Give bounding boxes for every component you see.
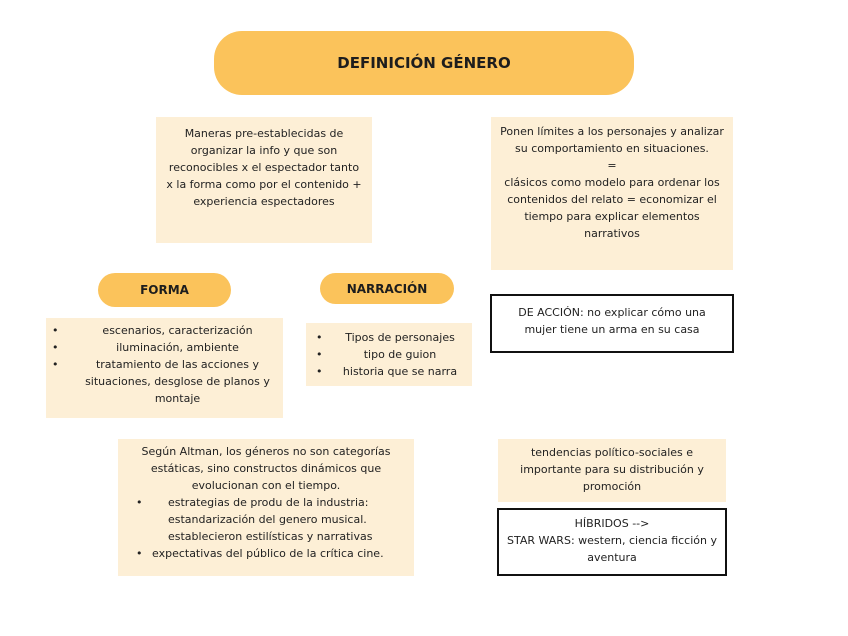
bullet-icon: • (52, 358, 59, 371)
forma-item-text: tratamiento de las acciones y situaciones, desglose de planos y montaje (85, 358, 270, 405)
narracion-item-text: historia que se narra (342, 365, 458, 378)
list-item (52, 322, 277, 339)
list-item (312, 346, 466, 363)
forma-pill (98, 273, 231, 307)
list-item (126, 545, 406, 562)
narracion-list-box (306, 323, 472, 386)
list-item (312, 329, 466, 346)
bullet-icon: • (316, 331, 323, 344)
hibridos-box (497, 508, 727, 576)
definition-left-box (156, 117, 372, 243)
bullet-icon: • (52, 324, 59, 337)
definition-right-line3: clásicos como modelo para ordenar los contenidos del relato = economizar el tiempo para explicar elementos narrativos (504, 176, 720, 240)
altman-item-text: expectativas del público de la crítica cine. (152, 547, 384, 560)
narracion-pill (320, 273, 454, 304)
hibridos-line2: STAR WARS: western, ciencia ficción y aventura (507, 534, 717, 564)
altman-list (126, 494, 406, 562)
hibridos-line1: HÍBRIDOS --> (574, 517, 650, 530)
forma-label: FORMA (140, 283, 189, 297)
definition-right-box (491, 117, 733, 270)
list-item (52, 339, 277, 356)
bullet-icon: • (136, 496, 143, 509)
narracion-item-text: tipo de guion (363, 348, 437, 361)
bullet-icon: • (52, 341, 59, 354)
tendencias-box (498, 439, 726, 502)
forma-list (52, 322, 277, 407)
definition-left-text: Maneras pre-establecidas de organizar la info y que son reconocibles x el espectador tanto x la forma como por el contenido + experiencia espectadores (166, 127, 362, 208)
title-pill (214, 31, 634, 95)
altman-item-text: estrategias de produ de la industria: estandarización del genero musical. establecieron estilísticas y narrativas (168, 496, 373, 543)
bullet-icon: • (316, 348, 323, 361)
list-item (126, 494, 406, 545)
narracion-list (312, 329, 466, 380)
altman-intro: Según Altman, los géneros no son categorías estáticas, sino constructos dinámicos que evolucionan con el tiempo. (141, 445, 391, 492)
bullet-icon: • (316, 365, 323, 378)
altman-box (118, 439, 414, 576)
forma-item-text: escenarios, caracterización (102, 324, 253, 337)
definition-right-line2: = (607, 159, 617, 172)
list-item (52, 356, 277, 407)
definition-right-line1: Ponen límites a los personajes y analizar su comportamiento en situaciones. (500, 125, 724, 155)
narracion-item-text: Tipos de personajes (345, 331, 455, 344)
accion-text: DE ACCIÓN: no explicar cómo una mujer tiene un arma en su casa (518, 306, 706, 336)
bullet-icon: • (136, 547, 143, 560)
forma-list-box (46, 318, 283, 418)
narracion-label: NARRACIÓN (346, 281, 428, 296)
page-title: DEFINICIÓN GÉNERO (337, 54, 511, 72)
tendencias-text: tendencias político-sociales e importante para su distribución y promoción (520, 446, 704, 493)
list-item (312, 363, 466, 380)
accion-box (490, 294, 734, 353)
forma-item-text: iluminación, ambiente (116, 341, 239, 354)
